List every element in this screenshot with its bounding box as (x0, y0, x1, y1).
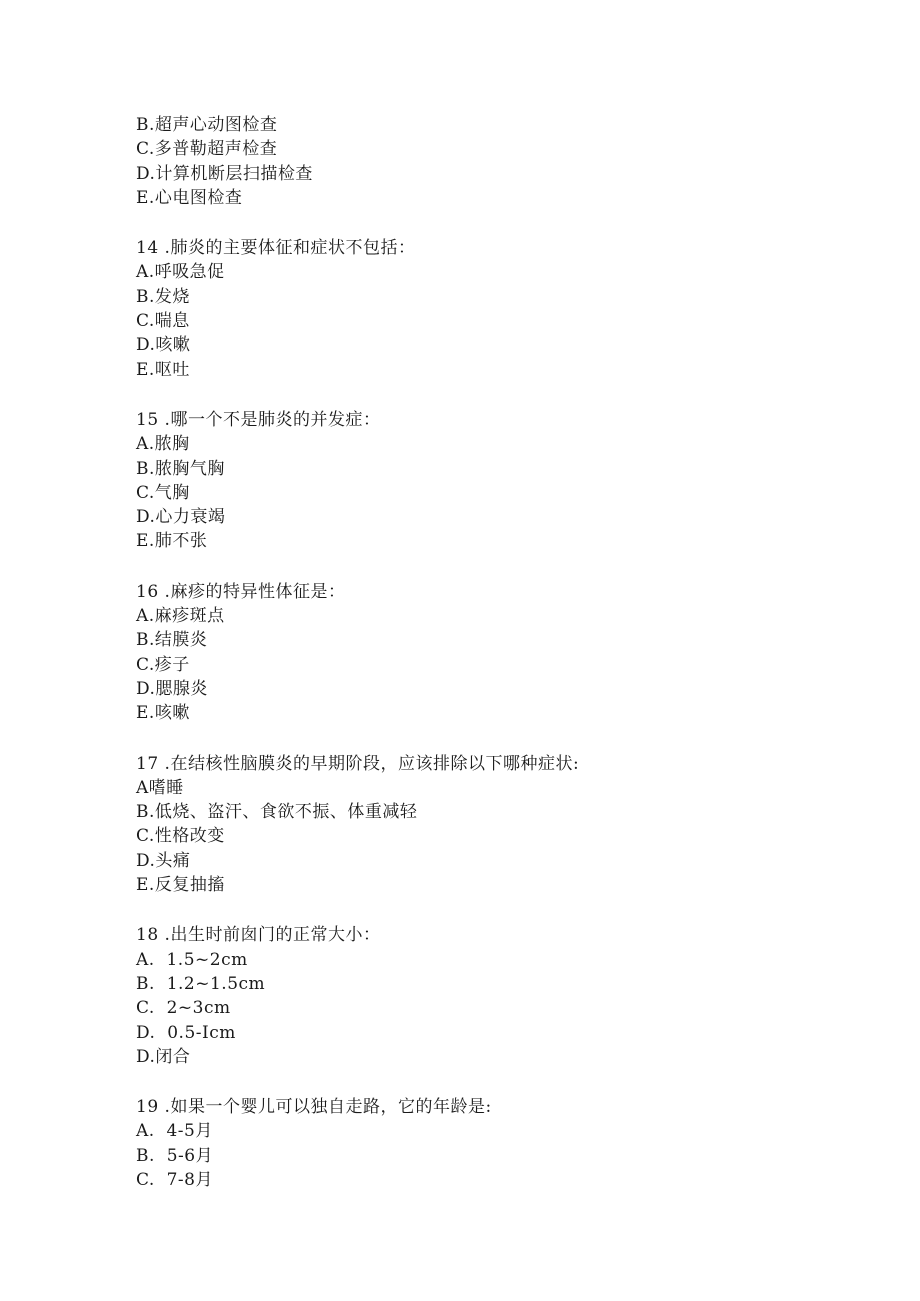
option-e: E.肺不张 (136, 531, 208, 552)
option-b: B.低烧、盗汗、食欲不振、体重减轻 (136, 802, 418, 823)
option-a: A. 1.5~2cm (136, 949, 248, 970)
document-page (136, 113, 836, 1218)
option-c: C.喘息 (136, 311, 190, 332)
question-18 (136, 923, 836, 1069)
option-c: C. 2~3cm (136, 998, 231, 1019)
option-c: C.多普勒超声检查 (136, 139, 278, 160)
question-13-continued (136, 113, 836, 210)
option-b: B. 5-6月 (136, 1145, 214, 1166)
option-c: C. 7-8月 (136, 1169, 213, 1190)
option-b: B.结膜炎 (136, 630, 208, 651)
option-a: A. 4-5月 (136, 1121, 213, 1142)
option-a: A.脓胸 (136, 434, 190, 455)
question-text: 15 .哪一个不是肺炎的并发症： (136, 409, 381, 430)
question-19 (136, 1095, 836, 1192)
option-e: E.反复抽搐 (136, 875, 225, 896)
option-d: D.计算机断层扫描检查 (136, 163, 313, 184)
option-a: A嗜睡 (136, 777, 184, 798)
option-e: E.心电图检查 (136, 187, 243, 208)
option-d: D. 0.5-Icm (136, 1022, 236, 1043)
question-17 (136, 752, 836, 898)
option-e: E.呕吐 (136, 359, 190, 380)
question-text: 14 .肺炎的主要体征和症状不包括： (136, 238, 416, 259)
option-b: B. 1.2~1.5cm (136, 973, 266, 994)
question-15 (136, 408, 836, 554)
question-14 (136, 236, 836, 382)
option-b: B.发烧 (136, 286, 190, 307)
option-a: A.呼吸急促 (136, 262, 225, 283)
question-text: 16 .麻疹的特异性体征是： (136, 581, 346, 602)
option-a: A.麻疹斑点 (136, 606, 225, 627)
question-text: 18 .出生时前囱门的正常大小： (136, 925, 381, 946)
option-d: D.头痛 (136, 850, 191, 871)
option-d: D.咳嗽 (136, 335, 191, 356)
option-c: C.性格改变 (136, 826, 225, 847)
option-d: D.腮腺炎 (136, 678, 208, 699)
option-e: E.咳嗽 (136, 703, 190, 724)
option-c: C.疹子 (136, 654, 190, 675)
option-d: D.心力衰竭 (136, 507, 226, 528)
question-text: 19 .如果一个婴儿可以独自走路，它的年龄是: (136, 1097, 492, 1118)
option-b: B.超声心动图检查 (136, 115, 278, 135)
question-16 (136, 580, 836, 726)
option-b: B.脓胸气胸 (136, 458, 225, 479)
option-c: C.气胸 (136, 482, 190, 503)
question-text: 17 .在结核性脑膜炎的早期阶段，应该排除以下哪种症状: (136, 753, 580, 774)
option-e: D.闭合 (136, 1046, 191, 1067)
